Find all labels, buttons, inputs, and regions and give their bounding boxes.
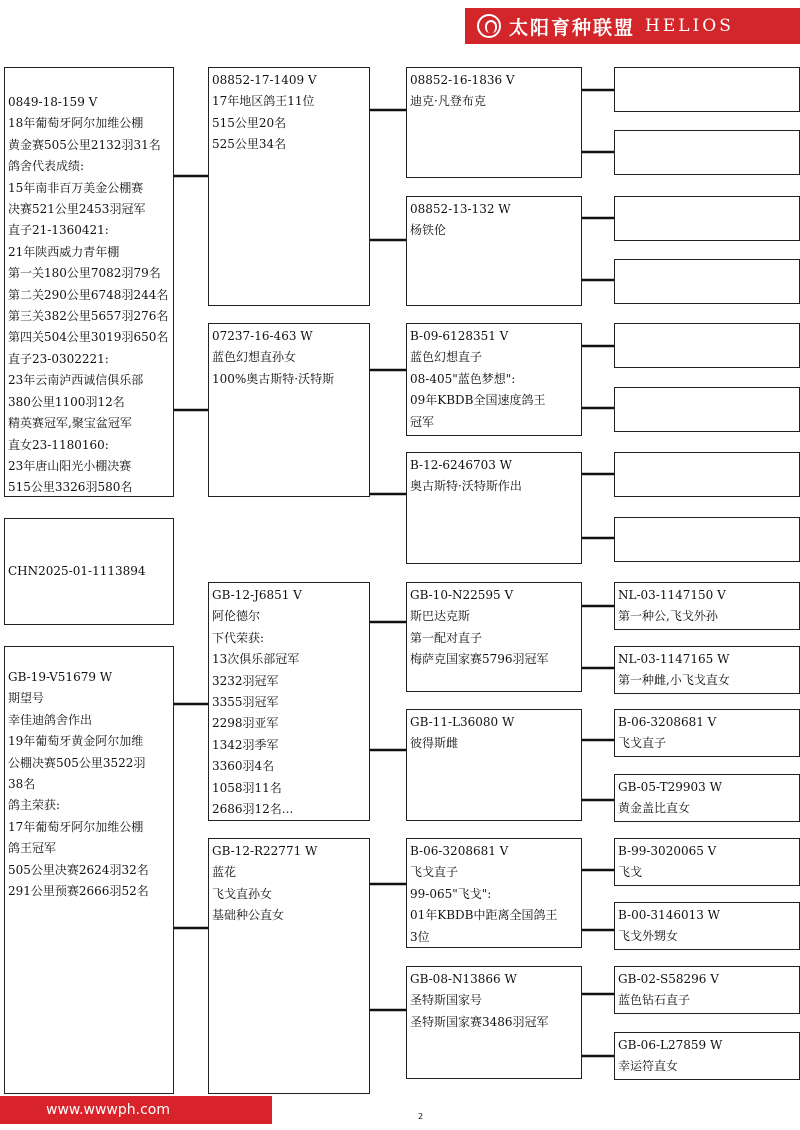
ring-number: CHN2025-01-1113894 [8, 563, 146, 578]
detail-line: 23年云南泸西诚信俱乐部 [8, 373, 144, 388]
detail-line: 第四关504公里3019羽650名 [8, 330, 169, 345]
ring-id: GB-05-T29903 W [618, 780, 722, 794]
detail-line: 直子21-1360421: [8, 223, 109, 238]
detail-line: 380公里1100羽12名 [8, 394, 125, 409]
gen4-card-gb-l27859 [614, 1032, 800, 1080]
detail-line: 圣特斯国家赛3486羽冠军 [410, 1014, 549, 1029]
detail-line: 18年葡萄牙阿尔加维公棚 [8, 116, 144, 131]
sire-dam-sire-card [406, 323, 582, 436]
ring-id: NL-03-1147150 V [618, 588, 726, 602]
sire-dam-dam-card [406, 452, 582, 564]
detail-line: 19年葡萄牙黄金阿尔加维 [8, 734, 144, 749]
detail-line: 3360羽4名 [212, 759, 275, 774]
detail-line: 第一配对直子 [410, 630, 483, 645]
detail-line: 幸运符直女 [618, 1059, 679, 1074]
detail-line: 飞戈 [618, 865, 643, 880]
gen4-empty-card-2 [614, 130, 800, 175]
detail-line: 期望号 [8, 691, 45, 706]
detail-line: 斯巴达克斯 [410, 609, 471, 624]
sire-card [4, 67, 174, 497]
detail-line: 下代荣获: [212, 630, 265, 645]
detail-line: 梅萨克国家赛5796羽冠军 [410, 652, 549, 667]
detail-line: 圣特斯国家号 [410, 993, 483, 1008]
ring-id: GB-02-S58296 V [618, 972, 719, 986]
detail-line: 飞戈直子 [410, 865, 459, 880]
ring-id: GB-19-V51679 W [8, 670, 113, 684]
detail-line: 黄金盖比直女 [618, 801, 691, 816]
detail-line: 迪克·凡登布克 [410, 94, 486, 109]
ring-id: 08852-16-1836 V [410, 73, 515, 87]
ring-id: B-06-3208681 V [618, 715, 717, 729]
detail-line: 杨铁伦 [410, 223, 447, 238]
detail-line: 515公里20名 [212, 115, 287, 130]
detail-line: 17年地区鸽王11位 [212, 94, 315, 109]
detail-line: 08-405"蓝色梦想": [410, 371, 516, 386]
gen4-empty-card-4 [614, 259, 800, 304]
detail-line: 01年KBDB中距离全国鸽王 [410, 908, 558, 923]
detail-line: 飞戈外甥女 [618, 929, 679, 944]
website-link[interactable]: www.wwwph.com [46, 1102, 170, 1118]
detail-line: 1342羽季军 [212, 737, 279, 752]
detail-line: 蓝花 [212, 865, 237, 880]
gen4-card-nl-1147165 [614, 646, 800, 694]
dam-sire-dam-card [406, 709, 582, 821]
ring-number-card [4, 518, 174, 625]
detail-line: 飞戈直子 [618, 736, 667, 751]
page-number: 2 [418, 1112, 424, 1121]
ring-id: 0849-18-159 V [8, 95, 98, 109]
detail-line: 奥古斯特·沃特斯作出 [410, 479, 522, 494]
detail-line: 3位 [410, 929, 430, 944]
ring-id: GB-10-N22595 V [410, 588, 514, 602]
detail-line: 21年陕西威力青年棚 [8, 244, 120, 259]
detail-line: 蓝色幻想直孙女 [212, 350, 297, 365]
dam-card [4, 646, 174, 1094]
detail-line: 彼得斯雌 [410, 736, 459, 751]
footer-website-bar [0, 1096, 272, 1124]
detail-line: 第一种雌,小飞戈直女 [618, 673, 730, 688]
detail-line: 515公里3326羽580名 [8, 480, 133, 495]
dam-sire-sire-card [406, 582, 582, 692]
gen4-empty-card-6 [614, 387, 800, 432]
gen4-empty-card-8 [614, 517, 800, 562]
detail-line: 鸽王冠军 [8, 841, 57, 856]
ring-id: GB-06-L27859 W [618, 1038, 723, 1052]
gen4-card-nl-1147150 [614, 582, 800, 630]
detail-line: 100%奥古斯特·沃特斯 [212, 371, 335, 386]
detail-line: 蓝色幻想直子 [410, 350, 483, 365]
ring-id: NL-03-1147165 W [618, 652, 730, 666]
detail-line: 13次俱乐部冠军 [212, 652, 300, 667]
dam-dam-dam-card [406, 966, 582, 1079]
dam-sire-card [208, 582, 370, 821]
sire-sire-card [208, 67, 370, 306]
ring-id: B-00-3146013 W [618, 908, 721, 922]
gen4-card-b-3208681 [614, 709, 800, 757]
detail-line: 17年葡萄牙阿尔加维公棚 [8, 819, 144, 834]
detail-line: 阿伦德尔 [212, 609, 261, 624]
ring-id: B-12-6246703 W [410, 458, 513, 472]
detail-line: 38名 [8, 777, 36, 792]
dam-dam-sire-card [406, 838, 582, 948]
detail-line: 飞戈直孙女 [212, 886, 273, 901]
detail-line: 第一种公,飞戈外孙 [618, 609, 718, 624]
detail-line: 23年唐山阳光小棚决赛 [8, 458, 132, 473]
detail-line: 第一关180公里7082羽79名 [8, 266, 161, 281]
brand-name: 太阳育种联盟 [509, 16, 636, 39]
gen4-empty-card-3 [614, 196, 800, 241]
detail-line: 505公里决赛2624羽32名 [8, 862, 149, 877]
detail-line: 291公里预赛2666羽52名 [8, 884, 149, 899]
ring-id: GB-08-N13866 W [410, 972, 517, 986]
ring-id: GB-12-J6851 V [212, 588, 302, 602]
detail-line: 第二关290公里6748羽244名 [8, 287, 169, 302]
gen4-empty-card-7 [614, 452, 800, 497]
detail-line: 99-065"飞戈": [410, 886, 492, 901]
detail-line: 2686羽12名... [212, 802, 294, 817]
detail-line: 决赛521公里2453羽冠军 [8, 202, 146, 217]
gen4-card-gb-s58296 [614, 966, 800, 1014]
sire-dam-card [208, 323, 370, 497]
ring-id: GB-11-L36080 W [410, 715, 515, 729]
detail-line: 直女23-1180160: [8, 437, 109, 452]
gen4-card-b-3146013 [614, 902, 800, 950]
detail-line: 幸佳迪鸽舍作出 [8, 712, 93, 727]
detail-line: 第三关382公里5657羽276名 [8, 309, 169, 324]
dam-dam-card [208, 838, 370, 1094]
detail-line: 3232羽冠军 [212, 673, 279, 688]
detail-line: 基础种公直女 [212, 908, 285, 923]
ring-id: GB-12-R22771 W [212, 844, 318, 858]
gen4-empty-card-1 [614, 67, 800, 112]
detail-line: 蓝色钻石直子 [618, 993, 691, 1008]
detail-line: 15年南非百万美金公棚赛 [8, 180, 144, 195]
sire-sire-dam-card [406, 196, 582, 306]
ring-id: 08852-17-1409 V [212, 73, 317, 87]
detail-line: 525公里34名 [212, 137, 287, 152]
ring-id: B-99-3020065 V [618, 844, 717, 858]
ring-id: B-06-3208681 V [410, 844, 509, 858]
detail-line: 黄金赛505公里2132羽31名 [8, 137, 161, 152]
detail-line: 直子23-0302221: [8, 351, 109, 366]
ring-id: 08852-13-132 W [410, 202, 511, 216]
detail-line: 2298羽亚军 [212, 716, 279, 731]
brand-latin-name: HELIOS [645, 16, 734, 36]
detail-line: 冠军 [410, 414, 435, 429]
ring-id: B-09-6128351 V [410, 329, 509, 343]
detail-line: 鸽主荣获: [8, 798, 61, 813]
detail-line: 公棚决赛505公里3522羽 [8, 755, 146, 770]
ring-id: 07237-16-463 W [212, 329, 313, 343]
gen4-card-gb-t29903 [614, 774, 800, 822]
sire-sire-sire-card [406, 67, 582, 178]
detail-line: 09年KBDB全国速度鸽王 [410, 393, 546, 408]
detail-line: 1058羽11名 [212, 780, 282, 795]
detail-line: 精英赛冠军,聚宝盆冠军 [8, 416, 132, 431]
gen4-card-b-3020065 [614, 838, 800, 886]
gen4-empty-card-5 [614, 323, 800, 368]
detail-line: 鸽舍代表成绩: [8, 159, 85, 174]
detail-line: 3355羽冠军 [212, 695, 279, 710]
